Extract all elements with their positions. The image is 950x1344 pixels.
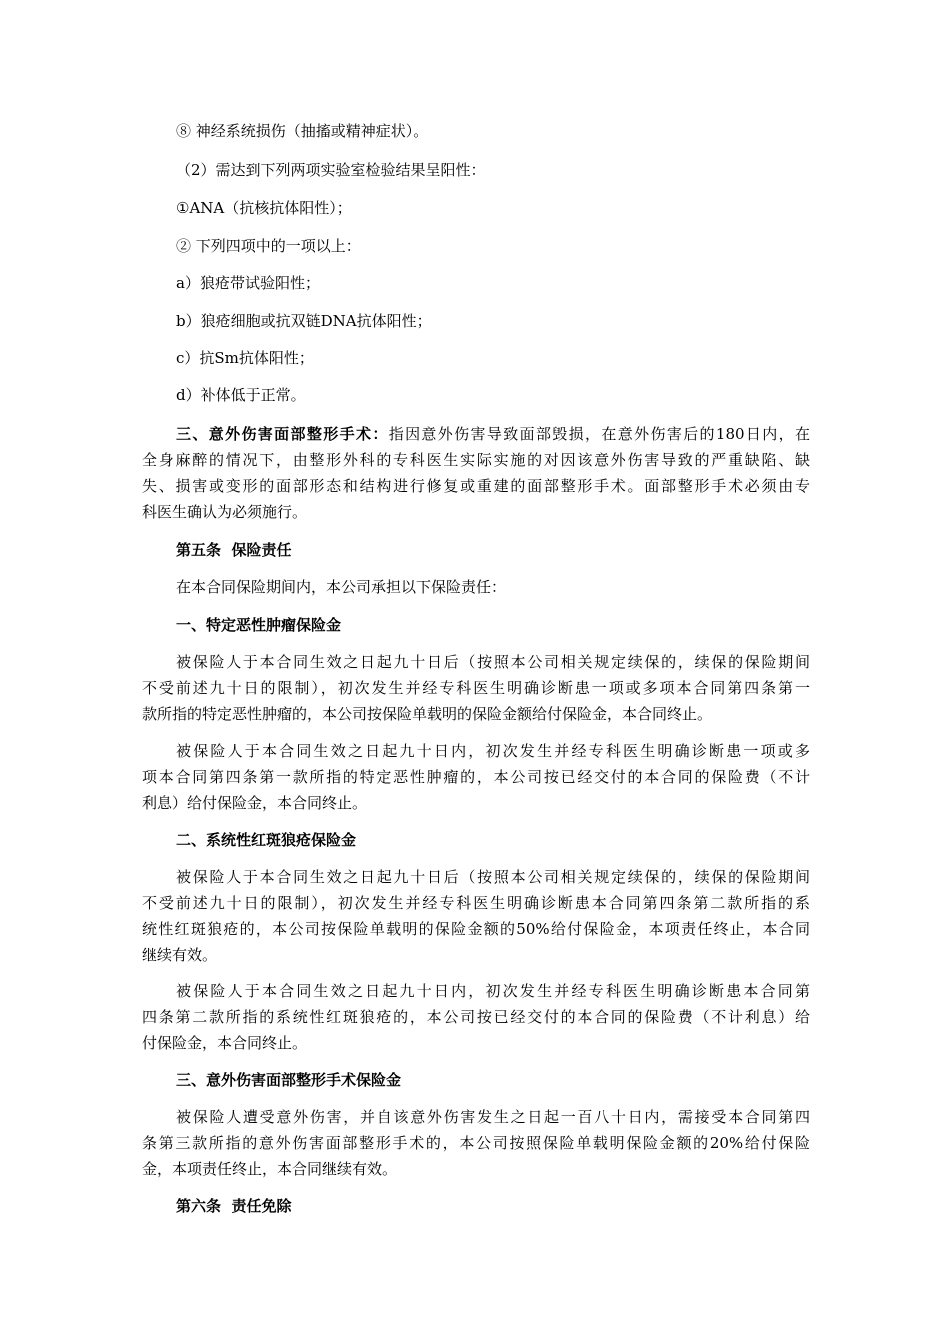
section2-para1-line: 继续有效。 bbox=[142, 946, 218, 964]
criteria-item: ⑧ 神经系统损伤（抽搐或精神症状）。 bbox=[176, 122, 429, 140]
section3-para1-line: 金，本项责任终止，本合同继续有效。 bbox=[142, 1160, 398, 1178]
article5-intro: 在本合同保险期间内，本公司承担以下保险责任： bbox=[176, 578, 507, 596]
article5-heading: 第五条 保险责任 bbox=[176, 541, 292, 559]
section3-para1-line: 被保险人遭受意外伤害，并自该意外伤害发生之日起一百八十日内，需接受本合同第四 bbox=[176, 1108, 810, 1126]
section2-para1-line: 统性红斑狼疮的，本公司按保险单载明的保险金额的50%给付保险金，本项责任终止，本合同 bbox=[142, 920, 810, 938]
criteria-item: b）狼疮细胞或抗双链DNA抗体阳性； bbox=[176, 312, 432, 330]
section2-para1-line: 被保险人于本合同生效之日起九十日后（按照本公司相关规定续保的，续保的保险期间 bbox=[176, 868, 810, 886]
section1-para2-line: 被保险人于本合同生效之日起九十日内，初次发生并经专科医生明确诊断患一项或多 bbox=[176, 742, 810, 760]
criteria-item: ② 下列四项中的一项以上： bbox=[176, 237, 361, 255]
section3-para1-line: 条第三款所指的意外伤害面部整形手术的，本公司按照保险单载明保险金额的20%给付保险 bbox=[142, 1134, 810, 1152]
criteria-item: a）狼疮带试验阳性； bbox=[176, 274, 320, 292]
definition-facial-surgery-line bbox=[176, 422, 810, 447]
section2-para2-line: 四条第二款所指的系统性红斑狼疮的，本公司按已经交付的本合同的保险费（不计利息）给 bbox=[142, 1008, 810, 1026]
section2-para2-line: 被保险人于本合同生效之日起九十日内，初次发生并经专科医生明确诊断患本合同第 bbox=[176, 982, 810, 1000]
section1-para2-line: 项本合同第四条第一款所指的特定恶性肿瘤的，本公司按已经交付的本合同的保险费（不计 bbox=[142, 768, 810, 786]
section2-heading: 二、系统性红斑狼疮保险金 bbox=[176, 831, 357, 849]
section1-para1-line: 款所指的特定恶性肿瘤的，本公司按保险单载明的保险金额给付保险金，本合同终止。 bbox=[142, 705, 713, 723]
criteria-item: （2）需达到下列两项实验室检验结果呈阳性： bbox=[176, 161, 486, 179]
section2-para2-line: 付保险金，本合同终止。 bbox=[142, 1034, 308, 1052]
definition-text-line: 失、损害或变形的面部形态和结构进行修复或重建的面部整形手术。面部整形手术必须由专 bbox=[142, 477, 810, 495]
article6-heading: 第六条 责任免除 bbox=[176, 1197, 292, 1215]
criteria-item: d）补体低于正常。 bbox=[176, 386, 306, 404]
section1-heading: 一、特定恶性肿瘤保险金 bbox=[176, 616, 342, 634]
section2-para1-line: 不受前述九十日的限制），初次发生并经专科医生明确诊断患本合同第四条第二款所指的系 bbox=[142, 894, 810, 912]
definition-text-line: 科医生确认为必须施行。 bbox=[142, 503, 308, 521]
criteria-item: c）抗Sm抗体阳性； bbox=[176, 349, 314, 367]
definition-text: 指因意外伤害导致面部毁损，在意外伤害后的180日内，在 bbox=[388, 425, 810, 443]
definition-term: 三、意外伤害面部整形手术： bbox=[176, 425, 389, 443]
section1-para1-line: 被保险人于本合同生效之日起九十日后（按照本公司相关规定续保的，续保的保险期间 bbox=[176, 653, 810, 671]
section1-para1-line: 不受前述九十日的限制），初次发生并经专科医生明确诊断患一项或多项本合同第四条第一 bbox=[142, 679, 810, 697]
criteria-item: ①ANA（抗核抗体阳性）； bbox=[176, 199, 352, 217]
section3-heading: 三、意外伤害面部整形手术保险金 bbox=[176, 1071, 402, 1089]
definition-text-line: 全身麻醉的情况下，由整形外科的专科医生实际实施的对因该意外伤害导致的严重缺陷、缺 bbox=[142, 451, 810, 469]
section1-para2-line: 利息）给付保险金，本合同终止。 bbox=[142, 794, 368, 812]
